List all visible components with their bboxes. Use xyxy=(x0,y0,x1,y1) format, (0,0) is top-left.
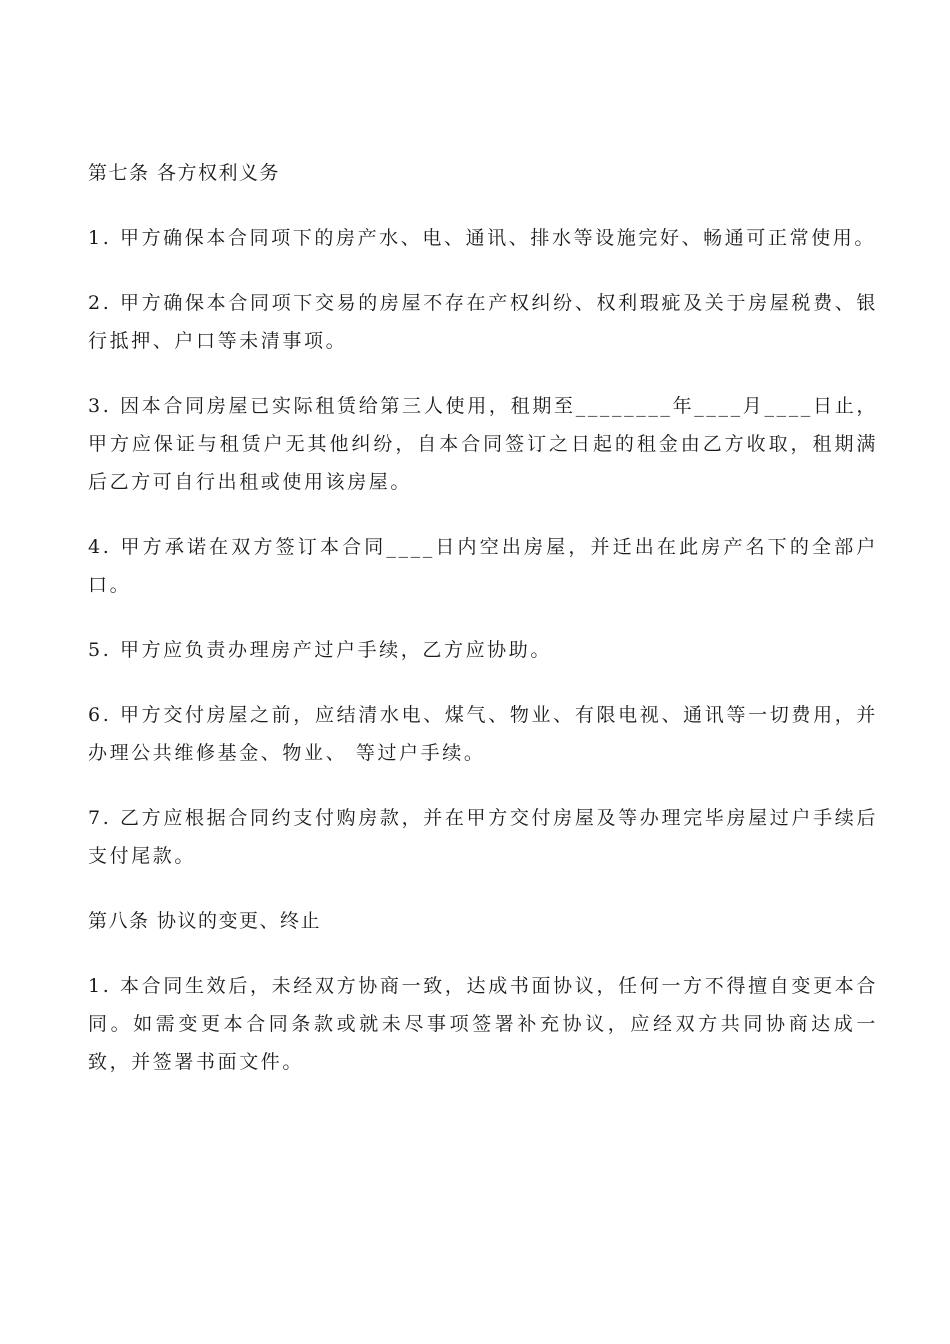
clause-7-6: 6. 甲方交付房屋之前，应结清水电、煤气、物业、有限电视、通讯等一切费用，并办理公共维修基金、物业、 等过户手续。 xyxy=(88,704,878,764)
clause-7-3: 3. 因本合同房屋已实际租赁给第三人使用，租期至________年____月____日止，甲方应保证与租赁户无其他纠纷，自本合同签订之日起的租金由乙方收取，租期满后乙方可自行出租或使用该房屋。 xyxy=(88,395,878,493)
section-heading-article-7: 第七条 各方权利义务 xyxy=(88,162,281,184)
clause-7-2: 2. 甲方确保本合同项下交易的房屋不存在产权纠纷、权利瑕疵及关于房屋税费、银行抵押、户口等未清事项。 xyxy=(88,292,878,352)
clause-7-5: 5. 甲方应负责办理房产过户手续，乙方应协助。 xyxy=(88,639,552,661)
clause-8-1: 1. 本合同生效后，未经双方协商一致，达成书面协议，任何一方不得擅自变更本合同。如需变更本合同条款或就未尽事项签署补充协议，应经双方共同协商达成一致，并签署书面文件。 xyxy=(88,975,878,1073)
document-body xyxy=(88,154,878,1081)
clause-7-7: 7. 乙方应根据合同约支付购房款，并在甲方交付房屋及等办理完毕房屋过户手续后支付尾款。 xyxy=(88,807,878,867)
clause-7-4: 4. 甲方承诺在双方签订本合同____日内空出房屋，并迁出在此房产名下的全部户口。 xyxy=(88,536,878,596)
section-heading-article-8: 第八条 协议的变更、终止 xyxy=(88,910,322,932)
clause-7-1: 1. 甲方确保本合同项下的房产水、电、通讯、排水等设施完好、畅通可正常使用。 xyxy=(88,227,876,249)
